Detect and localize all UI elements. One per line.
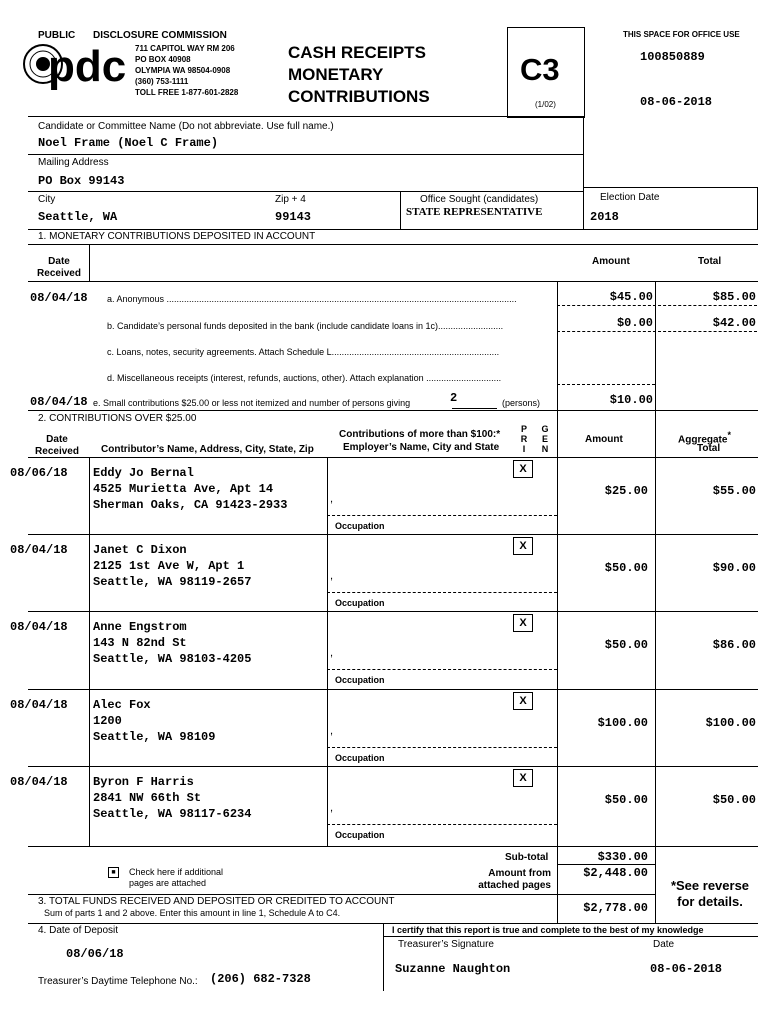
checkbox-label-line: Check here if additional [129, 867, 224, 877]
s1-row-e-date: 08/04/18 [30, 395, 88, 409]
contributor-name: Byron F Harris [93, 775, 194, 789]
address-line: (360) 753-1111 [135, 77, 189, 86]
attached-amount: $2,448.00 [583, 866, 648, 880]
s2-employer-header-2: Employer’s Name, City and State [343, 442, 500, 453]
employer-name: , [330, 493, 334, 505]
pri-mark: X [513, 692, 533, 710]
s1-row-e-label: e. Small contributions $25.00 or less not itemized and number of persons giving [93, 398, 411, 408]
section4-title: 4. Date of Deposit [38, 925, 119, 936]
contributor-address: 4525 Murietta Ave, Apt 14 [93, 482, 274, 496]
reverse-note-line: for details. [677, 894, 743, 909]
address-line: TOLL FREE 1-877-601-2828 [135, 88, 239, 97]
occupation-line [327, 515, 557, 516]
s1-amount-header: Amount [592, 256, 630, 267]
treasurer-signature: Suzanne Naughton [395, 962, 511, 976]
s1-row-a-label: a. Anonymous ............................................................................................................................................ [107, 294, 517, 304]
section2-title: 2. CONTRIBUTIONS OVER $25.00 [38, 413, 197, 424]
reverse-note-line: *See reverse [670, 878, 750, 893]
agency-name-public: PUBLIC [38, 30, 76, 41]
sign-date-label: Date [653, 939, 675, 950]
s1-row-b-total: $42.00 [712, 316, 756, 330]
occupation-line [327, 592, 557, 593]
contribution-date: 08/04/18 [10, 620, 68, 634]
address-line: 711 CAPITOL WAY RM 206 [135, 44, 235, 53]
zip-label: Zip + 4 [275, 194, 306, 205]
contributor-address: 143 N 82nd St [93, 636, 187, 650]
s2-total-header: Total [697, 443, 721, 454]
aggregate-total: $50.00 [712, 793, 756, 807]
employer-name: , [330, 725, 334, 737]
form-code: C3 [520, 52, 560, 87]
office-use-label: THIS SPACE FOR OFFICE USE [623, 30, 740, 39]
occupation-label: Occupation [335, 830, 385, 840]
s2-amount-header: Amount [585, 434, 623, 445]
form-title-line: MONETARY [288, 65, 384, 84]
mailing-address: PO Box 99143 [38, 174, 125, 188]
office-sought-label: Office Sought (candidates) [420, 194, 539, 205]
contributor-city-state-zip: Seattle, WA 98109 [93, 730, 216, 744]
s1-row-a-amount: $45.00 [609, 290, 653, 304]
s1-row-c-label: c. Loans, notes, security agreements. Attach Schedule L................................................................... [107, 347, 500, 357]
deposit-date: 08/06/18 [66, 947, 124, 961]
certify-statement: I certify that this report is true and complete to the best of my knowledge [392, 925, 704, 935]
contributor-name: Alec Fox [93, 698, 151, 712]
s1-date-header: Date Received [37, 256, 81, 279]
s1-row-b-amount: $0.00 [616, 316, 653, 330]
occupation-label: Occupation [335, 521, 385, 531]
city-label: City [38, 194, 56, 205]
s2-date-header: Date Received [35, 434, 79, 457]
s2-employer-header-1: Contributions of more than $100:* [339, 429, 501, 440]
s2-contributor-header: Contributor’s Name, Address, City, State, Zip [101, 444, 314, 455]
occupation-line [327, 747, 557, 748]
section1-title: 1. MONETARY CONTRIBUTIONS DEPOSITED IN ACCOUNT [38, 231, 316, 242]
row-divider [28, 689, 758, 690]
occupation-line [327, 669, 557, 670]
occupation-label: Occupation [335, 753, 385, 763]
form-title-line: CASH RECEIPTS [288, 43, 426, 62]
contributor-name: Janet C Dixon [93, 543, 187, 557]
s1-total-header: Total [698, 256, 722, 267]
aggregate-total: $55.00 [712, 484, 756, 498]
office-date: 08-06-2018 [640, 95, 713, 109]
election-date-label: Election Date [600, 192, 660, 203]
s1-row-b-label: b. Candidate’s personal funds deposited in the bank (include candidate loans in 1c).......................... [107, 321, 504, 331]
address-line: OLYMPIA WA 98504-0908 [135, 66, 231, 75]
s1-row-e-persons-suffix: (persons) [502, 398, 541, 408]
contribution-amount: $100.00 [597, 716, 648, 730]
agency-address [135, 43, 238, 98]
attached-label-line: attached pages [478, 880, 551, 891]
form-version: (1/02) [535, 100, 556, 109]
checkbox-label-line: pages are attached [129, 878, 207, 888]
subtotal-amount: $330.00 [597, 850, 648, 864]
pri-mark: X [513, 614, 533, 632]
aggregate-total: $90.00 [712, 561, 756, 575]
aggregate-total: $86.00 [712, 638, 756, 652]
form-title [288, 42, 430, 108]
contributor-address: 1200 [93, 714, 122, 728]
additional-pages-checkbox[interactable]: ■ [108, 867, 119, 878]
section3-total: $2,778.00 [583, 901, 648, 915]
contributor-address: 2841 NW 66th St [93, 791, 202, 805]
section3-title: 3. TOTAL FUNDS RECEIVED AND DEPOSITED OR CREDITED TO ACCOUNT [38, 896, 395, 907]
row-divider [28, 534, 758, 535]
contribution-date: 08/04/18 [10, 775, 68, 789]
aggregate-star: * [727, 430, 731, 440]
treasurer-phone: (206) 682-7328 [210, 972, 311, 986]
employer-name: , [330, 802, 334, 814]
row-divider [28, 611, 758, 612]
employer-name: , [330, 570, 334, 582]
contributor-city-state-zip: Seattle, WA 98119-2657 [93, 575, 252, 589]
occupation-line [327, 824, 557, 825]
contributor-name: Eddy Jo Bernal [93, 466, 194, 480]
pri-mark: X [513, 537, 533, 555]
contributor-city-state-zip: Seattle, WA 98117-6234 [93, 807, 252, 821]
s2-gen-header: G E N [541, 424, 549, 454]
additional-pages-label [129, 867, 223, 889]
aggregate-total: $100.00 [705, 716, 756, 730]
subtotal-label: Sub-total [505, 852, 549, 863]
mailing-address-label: Mailing Address [38, 157, 109, 168]
contributor-city-state-zip: Seattle, WA 98103-4205 [93, 652, 252, 666]
office-sought: STATE REPRESENTATIVE [406, 206, 543, 218]
s1-row-e-amount: $10.00 [609, 393, 653, 407]
candidate-name: Noel Frame (Noel C Frame) [38, 136, 219, 150]
contribution-date: 08/04/18 [10, 698, 68, 712]
s1-row-d-label: d. Miscellaneous receipts (interest, refunds, auctions, other). Attach explanation .............................. [107, 373, 502, 383]
zip: 99143 [275, 210, 312, 224]
s2-pri-header: P R I [520, 424, 528, 454]
pdc-logo [22, 42, 132, 90]
agency-name: DISCLOSURE COMMISSION [93, 30, 227, 41]
occupation-label: Occupation [335, 675, 385, 685]
s1-row-a-total: $85.00 [712, 290, 756, 304]
pri-mark: X [513, 769, 533, 787]
contribution-amount: $50.00 [604, 561, 648, 575]
contribution-date: 08/06/18 [10, 466, 68, 480]
contributor-city-state-zip: Sherman Oaks, CA 91423-2933 [93, 498, 288, 512]
sign-date: 08-06-2018 [650, 962, 723, 976]
contribution-amount: $50.00 [604, 638, 648, 652]
candidate-name-label: Candidate or Committee Name (Do not abbreviate. Use full name.) [38, 121, 334, 132]
aggregate-label: Aggregate [678, 434, 728, 446]
logo-lettering: pdc [48, 42, 127, 90]
address-line: PO BOX 40908 [135, 55, 191, 64]
city: Seattle, WA [38, 210, 118, 224]
office-id: 100850889 [640, 50, 705, 64]
signature-label: Treasurer’s Signature [398, 939, 494, 950]
s1-row-e-persons: 2 [450, 391, 458, 405]
see-reverse-note [662, 878, 758, 910]
phone-label: Treasurer’s Daytime Telephone No.: [38, 976, 198, 987]
contributor-address: 2125 1st Ave W, Apt 1 [93, 559, 245, 573]
contribution-date: 08/04/18 [10, 543, 68, 557]
contribution-amount: $50.00 [604, 793, 648, 807]
election-date: 2018 [590, 210, 619, 224]
employer-name: , [330, 647, 334, 659]
row-divider [28, 766, 758, 767]
pri-mark: X [513, 460, 533, 478]
attached-label-line: Amount from [488, 868, 551, 879]
attached-label [478, 868, 551, 892]
section3-subtitle: Sum of parts 1 and 2 above. Enter this amount in line 1, Schedule A to C4. [44, 908, 341, 918]
contributor-name: Anne Engstrom [93, 620, 187, 634]
occupation-label: Occupation [335, 598, 385, 608]
s1-row-a-date: 08/04/18 [30, 291, 88, 305]
form-title-line: CONTRIBUTIONS [288, 87, 430, 106]
contribution-amount: $25.00 [604, 484, 648, 498]
